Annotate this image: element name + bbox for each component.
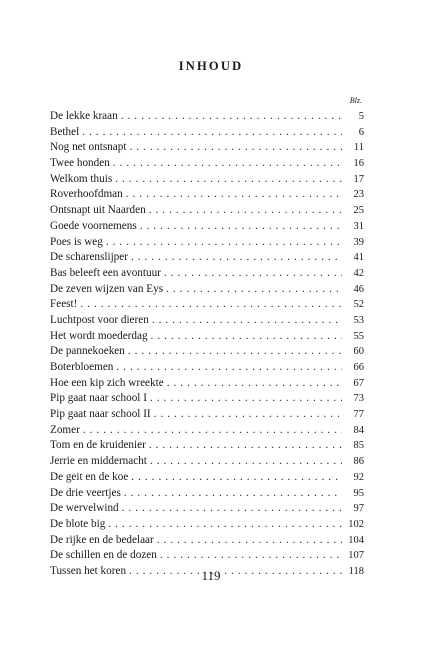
toc-entry (50, 391, 364, 407)
toc-dot-leader (150, 391, 342, 407)
page-number: 119 (201, 568, 221, 583)
toc-entry-title: Bethel (50, 125, 82, 141)
toc-entry-title: Boterbloemen (50, 360, 116, 376)
toc-entry (50, 156, 364, 172)
toc-entry-page: 67 (353, 377, 364, 389)
toc-dot-leader (83, 423, 342, 439)
toc-entry (50, 344, 364, 360)
toc-entry-page: 104 (348, 534, 364, 546)
toc-entry-page: 107 (348, 550, 364, 562)
toc-entry-page: 55 (353, 330, 364, 342)
toc-entry-title: Het wordt moederdag (50, 329, 151, 345)
toc-entry-title: De zeven wijzen van Eys (50, 282, 166, 298)
toc-entry-title: Tussen het koren (50, 564, 129, 580)
toc-entry-page: 42 (353, 267, 364, 279)
toc-entry-page: 84 (353, 424, 364, 436)
toc-entry (50, 486, 364, 502)
toc-dot-leader (131, 250, 342, 266)
toc-entry (50, 125, 364, 141)
toc-entry-page: 73 (353, 393, 364, 405)
toc-entry (50, 250, 364, 266)
toc-entry-title: Pip gaat naar school I (50, 391, 150, 407)
toc-entry-title: Pip gaat naar school II (50, 407, 154, 423)
toc-entry-page: 92 (353, 471, 364, 483)
toc-entry-page: 11 (353, 142, 364, 154)
toc-entry (50, 454, 364, 470)
toc-entry-title: De pannekoeken (50, 344, 128, 360)
toc-dot-leader (164, 266, 342, 282)
toc-entry-title: Hoe een kip zich wreekte (50, 376, 167, 392)
toc-dot-leader (154, 407, 342, 423)
toc-dot-leader (115, 172, 342, 188)
toc-dot-leader (149, 203, 342, 219)
toc-entry-page: 23 (353, 189, 364, 201)
toc-dot-leader (128, 344, 342, 360)
toc-entry (50, 407, 364, 423)
toc-dot-leader (82, 125, 342, 141)
toc-entry (50, 140, 364, 156)
toc-entry-title: Welkom thuis (50, 172, 115, 188)
toc-entry-title: Nog net ontsnapt (50, 140, 129, 156)
toc-dot-leader (124, 486, 342, 502)
toc-entry-page: 31 (353, 220, 364, 232)
toc-dot-leader (126, 187, 342, 203)
toc-entry-title: Twee honden (50, 156, 113, 172)
toc-dot-leader (157, 533, 342, 549)
toc-entry-title: Luchtpost voor dieren (50, 313, 152, 329)
toc-dot-leader (122, 501, 342, 517)
toc-entry-page: 52 (353, 299, 364, 311)
toc-entry-title: Goede voornemens (50, 219, 140, 235)
toc-entry-page: 5 (358, 111, 364, 122)
toc-entry-page: 118 (348, 565, 364, 577)
toc-dot-leader (121, 109, 342, 125)
toc-entry-page: 25 (353, 205, 364, 217)
toc-entry (50, 517, 364, 533)
toc-entry-title: De lekke kraan (50, 109, 121, 125)
toc-entry-page: 85 (353, 440, 364, 452)
toc-entry (50, 172, 364, 188)
toc-dot-leader (131, 470, 342, 486)
toc-entry-title: De wervelwind (50, 501, 122, 517)
toc-dot-leader (140, 219, 342, 235)
toc-entry-page: 53 (353, 314, 364, 326)
toc-entry-title: De drie veertjes (50, 486, 124, 502)
toc-entry-page: 16 (353, 158, 364, 170)
toc-entry (50, 219, 364, 235)
toc-entry-title: Feest! (50, 297, 80, 313)
toc-entry-page: 77 (353, 409, 364, 421)
toc-entry-title: Zomer (50, 423, 83, 439)
toc-dot-leader (116, 360, 342, 376)
toc-entry-title: Jerrie en middernacht (50, 454, 150, 470)
toc-entry (50, 109, 364, 125)
toc-entry-title: De rijke en de bedelaar (50, 533, 157, 549)
toc-entry (50, 187, 364, 203)
toc-entry-page: 17 (353, 173, 364, 185)
toc-entry-title: Tom en de kruidenier (50, 438, 149, 454)
toc-entry (50, 266, 364, 282)
toc-dot-leader (108, 517, 342, 533)
toc-entry-page: 60 (353, 346, 364, 358)
toc-entry-page: 41 (353, 252, 364, 264)
toc-entry-title: De schillen en de dozen (50, 548, 160, 564)
toc-entry (50, 235, 364, 251)
toc-dot-leader (129, 140, 342, 156)
toc-entry-page: 97 (353, 503, 364, 515)
toc-entry-page: 46 (353, 283, 364, 295)
toc-entry-title: De geit en de koe (50, 470, 131, 486)
toc-entry (50, 470, 364, 486)
toc-entry-title: Roverhoofdman (50, 187, 126, 203)
toc-dot-leader (167, 376, 342, 392)
toc-entry (50, 423, 364, 439)
toc-entry-title: De scharenslijper (50, 250, 131, 266)
page-title: INHOUD (178, 59, 244, 73)
toc-entry (50, 376, 364, 392)
toc-entry (50, 297, 364, 313)
toc-entry (50, 203, 364, 219)
toc-entry (50, 282, 364, 298)
toc-entry-title: Bas beleeft een avontuur (50, 266, 164, 282)
toc-dot-leader (80, 297, 342, 313)
toc-entry (50, 501, 364, 517)
toc-entry-title: Poes is weg (50, 235, 106, 251)
table-of-contents (50, 109, 364, 580)
toc-entry-page: 95 (353, 487, 364, 499)
toc-dot-leader (160, 548, 342, 564)
toc-entry (50, 329, 364, 345)
toc-dot-leader (113, 156, 342, 172)
toc-entry (50, 533, 364, 549)
toc-entry-page: 86 (353, 456, 364, 468)
toc-entry-page: 66 (353, 362, 364, 373)
toc-dot-leader (149, 438, 342, 454)
toc-dot-leader (151, 329, 342, 345)
toc-dot-leader (166, 282, 342, 298)
toc-entry (50, 548, 364, 564)
toc-entry-page: 39 (353, 236, 364, 248)
toc-entry (50, 313, 364, 329)
toc-entry-page: 102 (348, 518, 364, 530)
toc-entry-page: 6 (358, 126, 364, 138)
toc-entry (50, 360, 364, 376)
page-column-header: Blz. (349, 96, 362, 105)
toc-dot-leader (152, 313, 342, 329)
toc-dot-leader (150, 454, 342, 470)
toc-entry-title: Ontsnapt uit Naarden (50, 203, 149, 219)
toc-dot-leader (106, 235, 342, 251)
toc-entry-title: De blote big (50, 517, 108, 533)
toc-entry (50, 438, 364, 454)
